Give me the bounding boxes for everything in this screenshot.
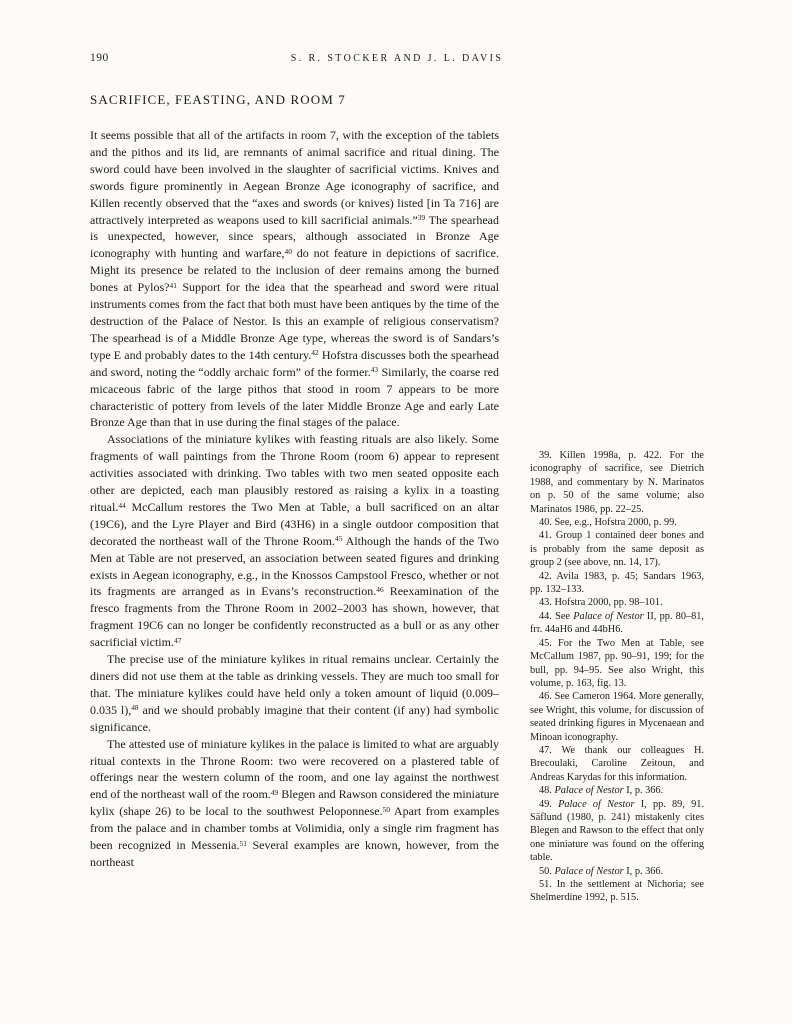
text-run: Associations of the miniature kylikes with feasting rituals are also likely. Some fragments of wall paintings from the Throne Room (room 6) appear to represent activities associated with drinking. Two tables with two men seated opposite each other are depicted, each man plausibly restored as raising a kylix in a toasting ritual.: [90, 432, 499, 514]
text-run: The precise use of the miniature kylikes in ritual remains unclear. Certainly the diners did not use them at the table as drinking vessels. They are much too small for that. The miniature kylikes could have held only a token amount of liquid (0.009–0.035 l),: [90, 652, 499, 717]
footnote: [530, 570, 704, 597]
footnote-reference: 41: [169, 280, 177, 290]
footnote-reference: 42: [311, 348, 319, 358]
footnote: [530, 744, 704, 784]
footnotes-column: [530, 449, 704, 905]
footnote-reference: 50: [382, 804, 391, 814]
page-number: 190: [90, 52, 109, 64]
footnote-reference: 46: [376, 585, 384, 595]
text-run: Several examples are known, however, from the northeast: [90, 838, 499, 869]
footnote: [530, 690, 704, 744]
text-run: 48.: [539, 785, 555, 797]
footnote-reference: 47: [173, 635, 182, 645]
text-run: 39. Killen 1998a, p. 422. For the iconography of sacrifice, see Dietrich 1988, and commentary by N. Marinatos on p. 50 of the same volume; also Marinatos 1986, pp. 22–25.: [530, 450, 704, 515]
running-head: S. R. STOCKER AND J. L. DAVIS: [290, 53, 504, 64]
italic-run: Palace of Nestor: [573, 610, 644, 622]
footnote: [530, 596, 704, 609]
text-run: I, p. 366.: [623, 785, 664, 797]
text-run: Support for the idea that the spearhead and sword were ritual instruments comes from the fact that both must have been antiques by the time of the destruction of the Palace of Nestor. Is this an example of religious conservatism? The spearhead is of a Middle Bronze Age type, whereas the sword is of Sandars’s type E and probably dates to the 14th century.: [90, 280, 499, 362]
text-run: McCallum restores the Two Men at Table, a bull sacrificed on an altar (19C6), and the Lyre Player and Bird (43H6) in a single outdoor composition that decorated the northeast wall of the Throne Room.: [90, 499, 499, 548]
text-run: do not feature in depictions of sacrifice. Might its presence be related to the inclusion of deer remains among the burned bones at Pylos?: [90, 246, 499, 295]
text-run: The spearhead is unexpected, however, since spears, although associated in Bronze Age iconography with hunting and warfare,: [90, 212, 499, 261]
footnote-reference: 43: [370, 365, 379, 375]
body-paragraph: [90, 127, 499, 431]
footnote-reference: 44: [118, 500, 126, 510]
footnote: [530, 449, 704, 516]
text-run: Apart from examples from the palace and in chamber tombs at Volimidia, only a single rim fragment has been recognized in Messenia.: [90, 804, 499, 853]
text-run: 50.: [539, 865, 555, 877]
footnote-reference: 39: [417, 213, 426, 223]
footnote-reference: 45: [334, 534, 343, 544]
text-run: Hofstra discusses both the spearhead and sword, noting the “oddly archaic form” of the former.: [90, 347, 499, 379]
text-run: I, p. 366.: [623, 865, 664, 877]
footnote: [530, 865, 704, 878]
italic-run: Palace of Nestor: [558, 798, 635, 810]
footnote-reference: 51: [239, 838, 247, 848]
footnote: [530, 529, 704, 569]
italic-run: Palace of Nestor: [554, 785, 624, 797]
text-run: The attested use of miniature kylikes in the palace is limited to what are arguably ritual contexts in the Throne Room: two were recovered on a plastered table of offerings near the western column of the room, and one lay against the northwest end of the northeast wall of the room.: [90, 736, 499, 802]
text-run: 45. For the Two Men at Table, see McCallum 1987, pp. 90–91, 199; for the bull, pp. 94–95. See also Wright, this volume, p. 163, fig. 13.: [530, 637, 704, 689]
text-run: 40. See, e.g., Hofstra 2000, p. 99.: [539, 517, 677, 529]
footnote: [530, 784, 704, 797]
footnote: [530, 637, 704, 691]
text-run: 44. See: [539, 610, 574, 622]
text-run: Similarly, the coarse red micaceous fabric of the large pithos that stood in room 7 appears to be more characteristic of pottery from levels of the later Middle Bronze Age and early Late Bronze Age than that in use during the final stages of the palace.: [90, 364, 499, 430]
text-run: 51. In the settlement at Nichoria; see Shelmerdine 1992, p. 515.: [530, 879, 704, 904]
text-run: Although the hands of the Two Men at Table are not preserved, an association between seated figures and drinking exists in Aegean iconography, e.g., in the Knossos Campstool Fresco, whether or not its fragments are arranged as in Evans’s reconstruction.: [90, 533, 499, 599]
text-run: Reexamination of the fresco fragments from the Throne Room in 2002–2003 has shown, however, that fragment 19C6 can no longer be confidently reconstructed as a bull or as any other sacrificial victim.: [90, 584, 499, 650]
text-run: 41. Group 1 contained deer bones and is probably from the same deposit as group 2 (see above, nn. 14, 17).: [530, 530, 704, 569]
text-run: and we should probably imagine that their content (if any) had symbolic significance.: [90, 702, 499, 734]
section-title: SACRIFICE, FEASTING, AND ROOM 7: [90, 92, 346, 107]
text-run: 46. See Cameron 1964. More generally, see Wright, this volume, for discussion of seated drinking figures in Mycenaean and Minoan iconography.: [530, 691, 704, 743]
footnote: [530, 878, 704, 905]
text-run: 47. We thank our colleagues H. Brecoulaki, Caroline Zeitoun, and Andreas Karydas for this information.: [530, 744, 704, 783]
footnote: [530, 516, 704, 529]
body-paragraph: [90, 431, 499, 651]
text-run: 42. Avila 1983, p. 45; Sandars 1963, pp. 132–133.: [530, 570, 704, 596]
footnote-reference: 49: [270, 788, 279, 797]
text-run: 43. Hofstra 2000, pp. 98–101.: [539, 597, 663, 609]
text-run: Blegen and Rawson considered the miniature kylix (shape 26) to be local to the southwest Peloponnese.: [90, 787, 499, 819]
body-column: [90, 127, 499, 871]
footnote: [530, 798, 704, 865]
text-run: II, pp. 80–81, frr. 44aH6 and 44bH6.: [530, 610, 704, 636]
footnote-reference: 48: [131, 703, 139, 713]
body-paragraph: [90, 736, 499, 871]
body-paragraph: [90, 651, 499, 736]
text-run: 49.: [539, 798, 559, 810]
text-run: I, pp. 89, 91. Säflund (1980, p. 241) mistakenly cites Blegen and Rawson to the effect that only one miniature was found on the offering table.: [530, 798, 704, 864]
footnote: [530, 610, 704, 637]
text-run: It seems possible that all of the artifacts in room 7, with the exception of the tablets and the pithos and its lid, are remnants of animal sacrifice and ritual dining. The sword could have been involved in the slaughter of sacrificial victims. Knives and swords figure prominently in Aegean Bronze Age iconography of sacrifice, and Killen recently observed that the “axes and swords (or knives) listed [in Ta 716] are attractively interpreted as weapons used to kill sacrificial animals.”: [90, 128, 499, 227]
footnote-reference: 40: [284, 247, 292, 256]
italic-run: Palace of Nestor: [554, 865, 624, 877]
